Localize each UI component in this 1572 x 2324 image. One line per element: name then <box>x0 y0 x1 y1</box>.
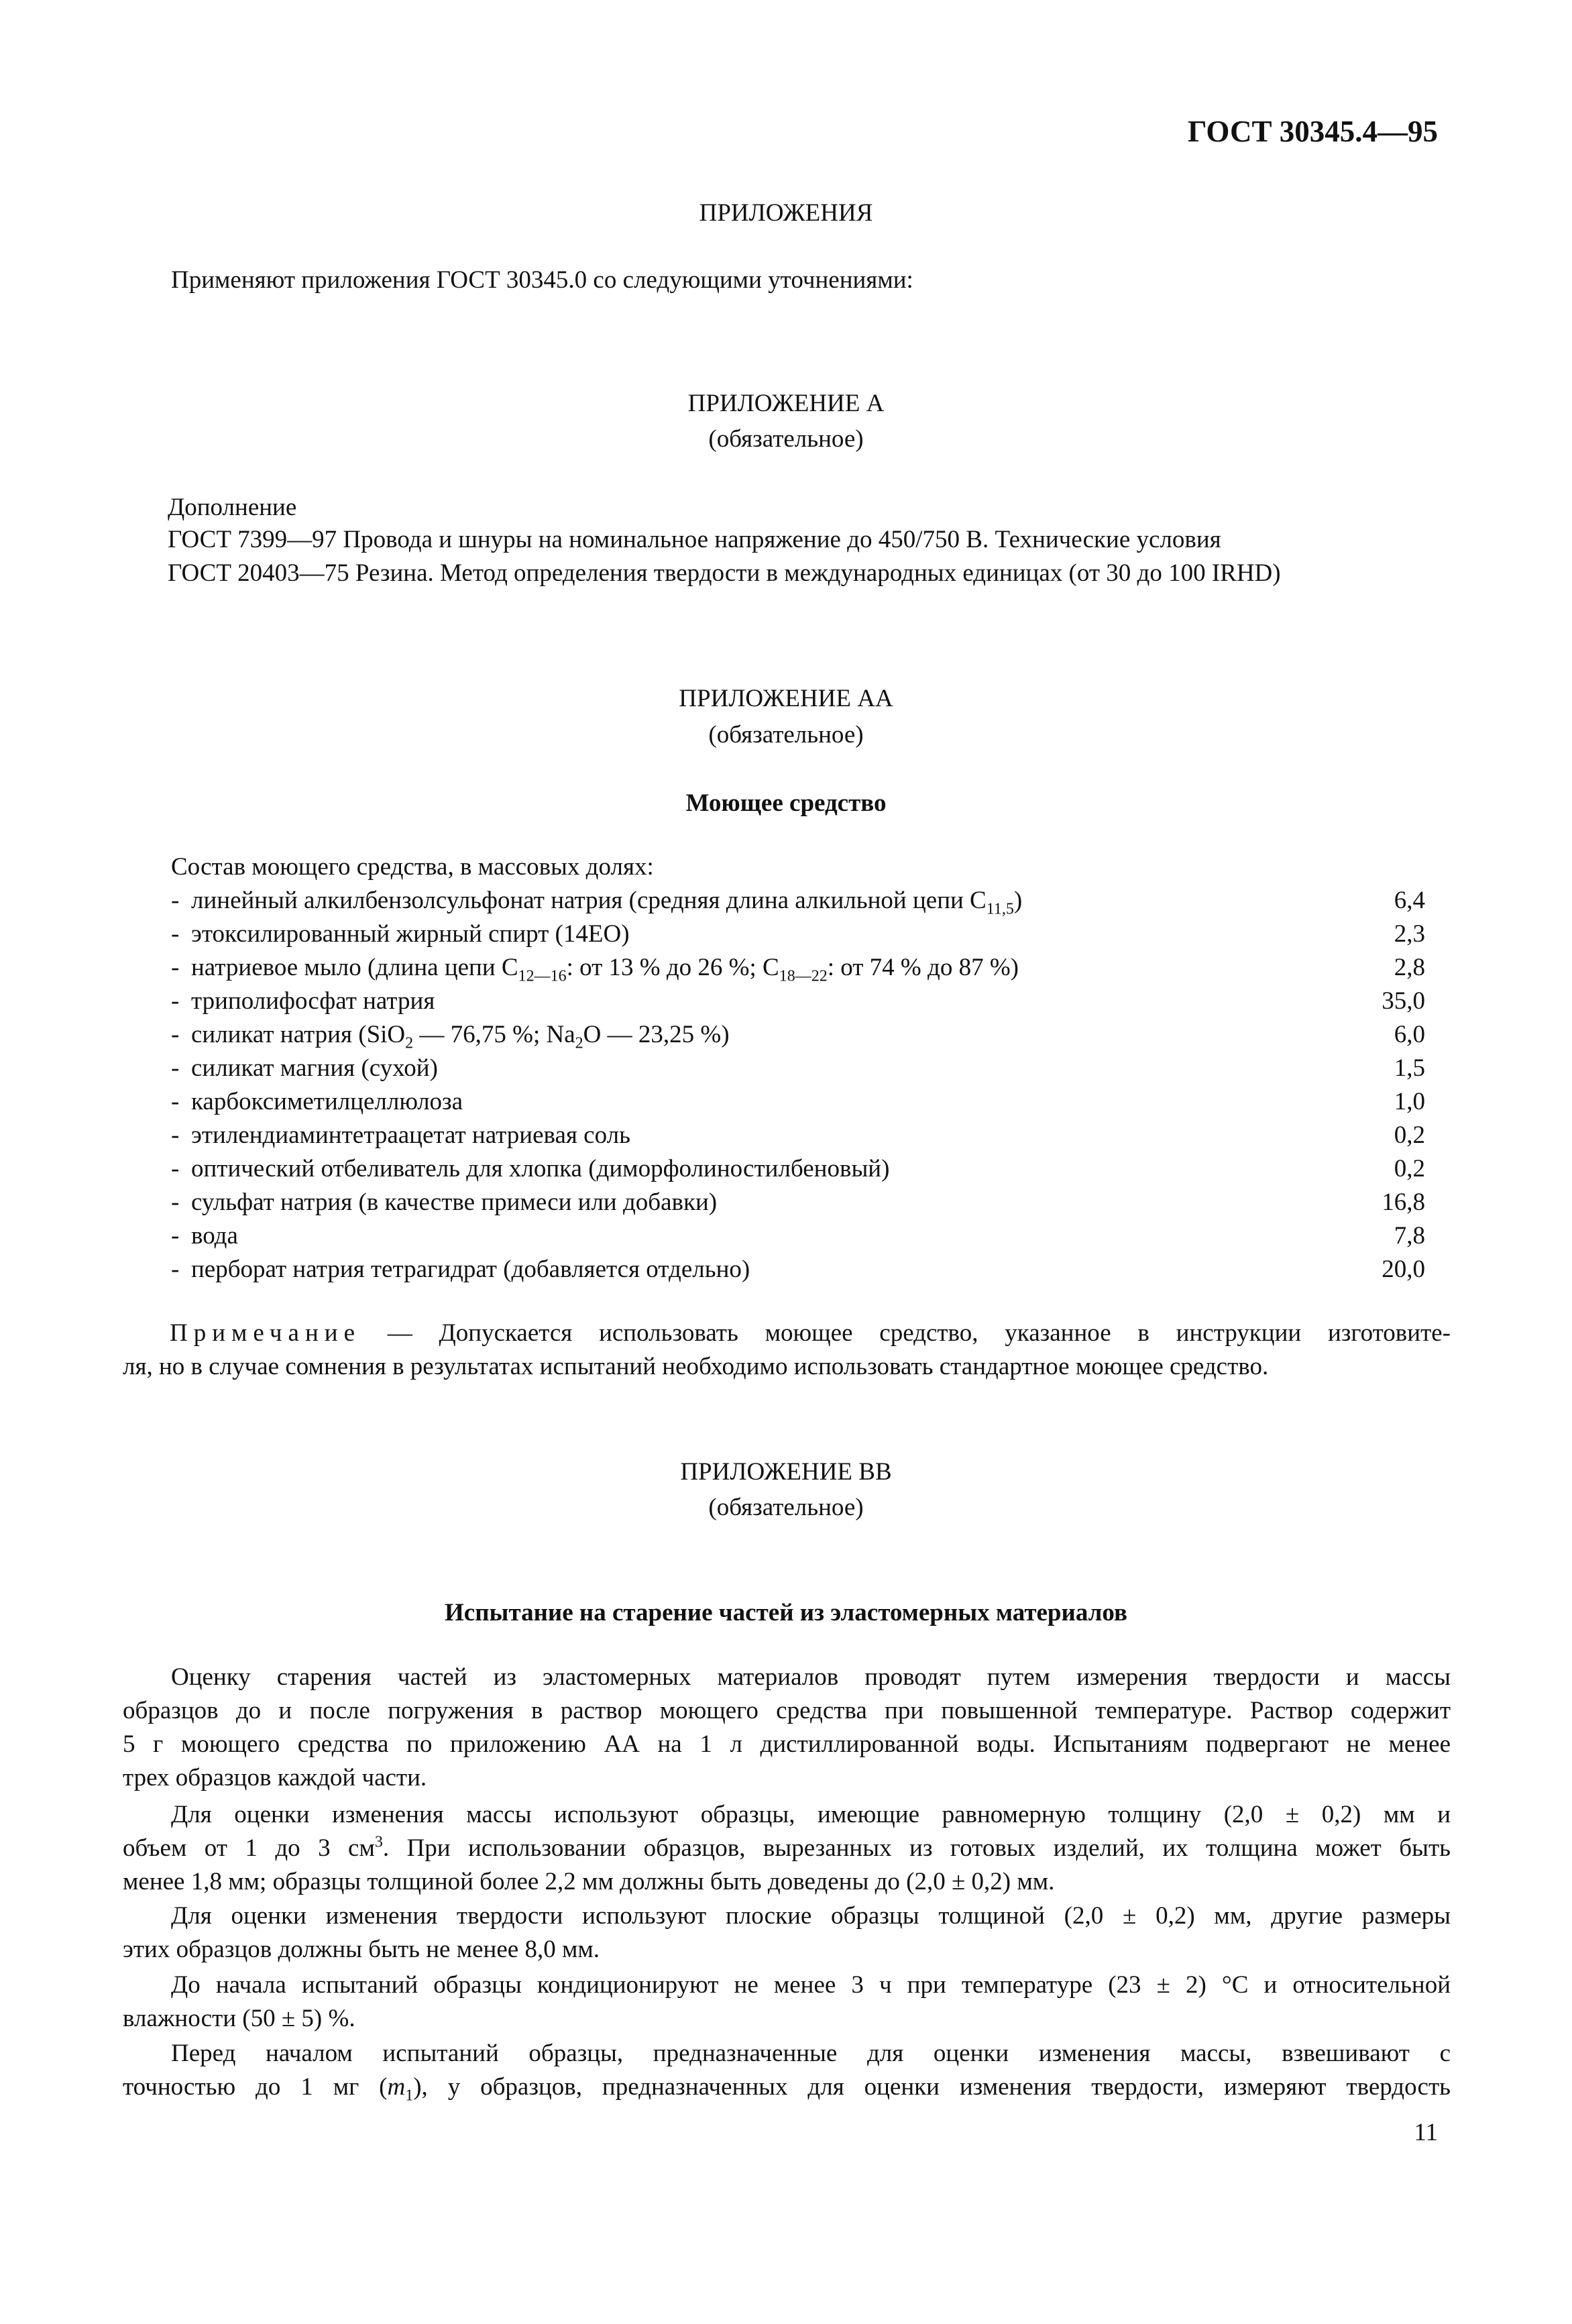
composition-value: 6,4 <box>1394 887 1425 914</box>
composition-item: - этоксилированный жирный спирт (14EO) 2,3 <box>171 918 1425 951</box>
composition-value: 0,2 <box>1394 1121 1425 1149</box>
paragraph: Перед началом испытаний образцы, предназначенные для оценки изменения массы, взвешивают с точностью до 1 мг $(m_1)$, у образцов, предназначенных для оценки изменения твердости, измеряют твердость <box>123 2040 1451 2105</box>
appendix-a-status: (обязательное) <box>708 425 864 453</box>
note: Примечание — Допускается использовать моющее средство, указанное в инструкции изготовите- ля, но в случае сомнения в результатах испытаний необходимо использовать стандартное моющее средство. <box>123 1319 1451 1380</box>
composition-value: 16,8 <box>1382 1188 1425 1216</box>
composition-item: - оптический отбеливатель для хлопка (диморфолиностилбеновый) 0,2 <box>171 1152 1425 1186</box>
appendix-bb-subtitle: Испытание на старение частей из эластомерных материалов <box>445 1599 1127 1626</box>
paragraph: Оценку старения частей из эластомерных материалов проводят путем измерения твердости и массы образцов до и после погружения в раствор моющего средства при повышенной температуре. Раствор содержит 5 г моющего средства по приложению АА на 1 л дистиллированной воды. Испытаниям подвергают не менее трех образцов каждой части. <box>123 1663 1451 1791</box>
composition-value: 2,8 <box>1394 954 1425 981</box>
composition-item: - триполифосфат натрия 35,0 <box>171 985 1425 1018</box>
composition-value: 6,0 <box>1394 1021 1425 1048</box>
composition-item: - натриевое мыло (длина цепи $C_{12—16}$: от 13 % до 26 %; $C_{18—22}$: от 74 % до 87 %) 2,8 <box>171 951 1425 985</box>
appendix-bb-status: (обязательное) <box>708 1494 864 1521</box>
reference-item: ГОСТ 20403—75 Резина. Метод определения твердости в международных единицах (от 30 до 100 IRHD) <box>168 559 1281 587</box>
composition-item: - сульфат натрия (в качестве примеси или добавки) 16,8 <box>171 1186 1425 1219</box>
appendices-intro: Применяют приложения ГОСТ 30345.0 со следующими уточнениями: <box>171 266 913 294</box>
composition-value: 20,0 <box>1382 1256 1425 1283</box>
composition-value: 0,2 <box>1394 1155 1425 1182</box>
appendix-aa-title: ПРИЛОЖЕНИЕ АА <box>679 685 893 712</box>
page-number: 11 <box>1414 2119 1438 2146</box>
composition-value: 1,0 <box>1394 1088 1425 1115</box>
composition-value: 35,0 <box>1382 987 1425 1015</box>
standard-code: ГОСТ 30345.4—95 <box>1187 115 1438 148</box>
composition-heading: Состав моющего средства, в массовых долях: <box>171 853 654 881</box>
appendices-heading: ПРИЛОЖЕНИЯ <box>699 199 873 227</box>
composition-item: - перборат натрия тетрагидрат (добавляется отдельно) 20,0 <box>171 1253 1425 1286</box>
appendix-bb-title: ПРИЛОЖЕНИЕ ВВ <box>680 1458 892 1486</box>
paragraph: Для оценки изменения массы используют образцы, имеющие равномерную толщину (2,0 ± 0,2) мм и объем от 1 до 3 $см^3$. При использовании образцов, вырезанных из готовых изделий, их толщина может быть менее 1,8 мм; образцы толщиной более 2,2 мм должны быть доведены до (2,0 ± 0,2) мм. <box>123 1801 1451 1895</box>
composition-value: 7,8 <box>1394 1222 1425 1250</box>
composition-item: - силикат натрия (SiO$_2$ — 76,75 %; $Na_2O$ — 23,25 %) 6,0 <box>171 1018 1425 1052</box>
composition-value: 2,3 <box>1394 920 1425 948</box>
composition-item: - вода 7,8 <box>171 1219 1425 1253</box>
paragraph: Для оценки изменения твердости используют плоские образцы толщиной (2,0 ± 0,2) мм, другие размеры этих образцов должны быть не менее 8,0 мм. <box>123 1902 1451 1963</box>
appendix-aa-subtitle: Моющее средство <box>685 789 887 817</box>
composition-item: - карбоксиметилцеллюлоза 1,0 <box>171 1085 1425 1119</box>
composition-value: 1,5 <box>1394 1054 1425 1082</box>
note-label: Примечание <box>170 1319 361 1347</box>
reference-item: ГОСТ 7399—97 Провода и шнуры на номинальное напряжение до 450/750 В. Технические условия <box>168 526 1221 553</box>
paragraph: До начала испытаний образцы кондиционируют не менее 3 ч при температуре (23 ± 2) °С и относительной влажности (50 ± 5) %. <box>123 1971 1451 2032</box>
addition-label: Дополнение <box>168 494 297 521</box>
composition-item: - линейный алкилбензолсульфонат натрия (средняя длина алкильной цепи $C_{11,5}$) 6,4 <box>171 884 1425 918</box>
appendix-aa-status: (обязательное) <box>708 721 864 749</box>
composition-item: - этилендиаминтетраацетат натриевая соль 0,2 <box>171 1119 1425 1152</box>
appendix-a-title: ПРИЛОЖЕНИЕ А <box>687 390 885 417</box>
composition-item: - силикат магния (сухой) 1,5 <box>171 1052 1425 1085</box>
